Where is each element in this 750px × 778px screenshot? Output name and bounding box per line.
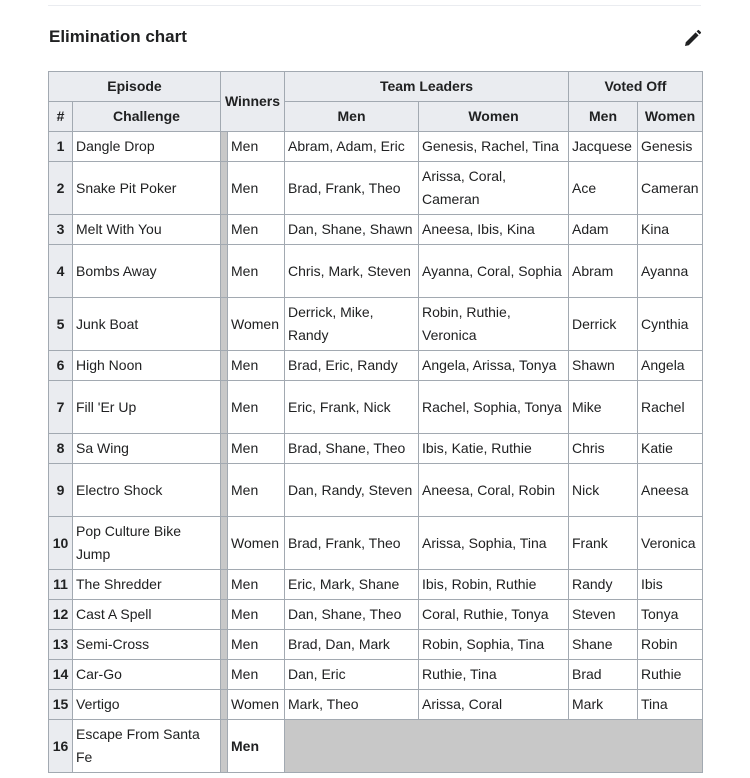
header-num: # bbox=[49, 102, 73, 132]
voted-women-cell: Angela bbox=[638, 351, 703, 381]
winners-cell: Men bbox=[228, 245, 285, 298]
voted-women-cell: Rachel bbox=[638, 381, 703, 434]
challenge-cell: Melt With You bbox=[73, 215, 221, 245]
table-row bbox=[49, 517, 703, 570]
voted-women-cell: Veronica bbox=[638, 517, 703, 570]
elimination-table bbox=[48, 71, 703, 773]
voted-men-cell: Brad bbox=[569, 660, 638, 690]
challenge-cell: Cast A Spell bbox=[73, 600, 221, 630]
episode-number: 12 bbox=[49, 600, 73, 630]
winners-cell: Men bbox=[228, 132, 285, 162]
episode-number: 8 bbox=[49, 434, 73, 464]
header-voted-women: Women bbox=[638, 102, 703, 132]
leaders-men-cell: Derrick, Mike, Randy bbox=[285, 298, 419, 351]
winners-cell: Men bbox=[228, 630, 285, 660]
leaders-men-cell: Dan, Eric bbox=[285, 660, 419, 690]
challenge-cell: Semi-Cross bbox=[73, 630, 221, 660]
challenge-cell: The Shredder bbox=[73, 570, 221, 600]
episode-number: 7 bbox=[49, 381, 73, 434]
winners-cell: Men bbox=[228, 215, 285, 245]
voted-men-cell: Frank bbox=[569, 517, 638, 570]
voted-women-cell: Kina bbox=[638, 215, 703, 245]
winners-cell: Men bbox=[228, 720, 285, 773]
voted-men-cell: Abram bbox=[569, 245, 638, 298]
leaders-women-cell: Ibis, Robin, Ruthie bbox=[419, 570, 569, 600]
gap-cell bbox=[221, 162, 228, 215]
header-leaders-men: Men bbox=[285, 102, 419, 132]
episode-number: 5 bbox=[49, 298, 73, 351]
voted-men-cell: Adam bbox=[569, 215, 638, 245]
challenge-cell: High Noon bbox=[73, 351, 221, 381]
voted-women-cell: Genesis bbox=[638, 132, 703, 162]
voted-men-cell: Mark bbox=[569, 690, 638, 720]
episode-number: 14 bbox=[49, 660, 73, 690]
gap-cell bbox=[221, 434, 228, 464]
winners-cell: Men bbox=[228, 434, 285, 464]
winners-cell: Men bbox=[228, 381, 285, 434]
voted-women-cell: Tina bbox=[638, 690, 703, 720]
header-episode: Episode bbox=[49, 72, 221, 102]
winners-cell: Men bbox=[228, 660, 285, 690]
leaders-men-cell: Brad, Eric, Randy bbox=[285, 351, 419, 381]
empty-gray-cell bbox=[285, 720, 703, 773]
episode-number: 1 bbox=[49, 132, 73, 162]
leaders-men-cell: Eric, Mark, Shane bbox=[285, 570, 419, 600]
leaders-men-cell: Dan, Shane, Theo bbox=[285, 600, 419, 630]
leaders-women-cell: Arissa, Coral bbox=[419, 690, 569, 720]
table-row bbox=[49, 600, 703, 630]
header-challenge: Challenge bbox=[73, 102, 221, 132]
winners-cell: Men bbox=[228, 600, 285, 630]
challenge-cell: Snake Pit Poker bbox=[73, 162, 221, 215]
table-row-final bbox=[49, 720, 703, 773]
voted-men-cell: Jacquese bbox=[569, 132, 638, 162]
episode-number: 3 bbox=[49, 215, 73, 245]
voted-women-cell: Cameran bbox=[638, 162, 703, 215]
leaders-men-cell: Brad, Dan, Mark bbox=[285, 630, 419, 660]
voted-men-cell: Shawn bbox=[569, 351, 638, 381]
leaders-men-cell: Mark, Theo bbox=[285, 690, 419, 720]
leaders-men-cell: Brad, Shane, Theo bbox=[285, 434, 419, 464]
episode-number: 2 bbox=[49, 162, 73, 215]
gap-cell bbox=[221, 381, 228, 434]
table-row bbox=[49, 351, 703, 381]
gap-cell bbox=[221, 690, 228, 720]
gap-cell bbox=[221, 570, 228, 600]
voted-women-cell: Ayanna bbox=[638, 245, 703, 298]
leaders-men-cell: Brad, Frank, Theo bbox=[285, 162, 419, 215]
gap-cell bbox=[221, 215, 228, 245]
leaders-women-cell: Angela, Arissa, Tonya bbox=[419, 351, 569, 381]
leaders-women-cell: Ruthie, Tina bbox=[419, 660, 569, 690]
leaders-women-cell: Aneesa, Ibis, Kina bbox=[419, 215, 569, 245]
leaders-women-cell: Rachel, Sophia, Tonya bbox=[419, 381, 569, 434]
leaders-women-cell: Ayanna, Coral, Sophia bbox=[419, 245, 569, 298]
leaders-men-cell: Dan, Randy, Steven bbox=[285, 464, 419, 517]
gap-cell bbox=[221, 720, 228, 773]
voted-women-cell: Ibis bbox=[638, 570, 703, 600]
winners-cell: Men bbox=[228, 464, 285, 517]
episode-number: 10 bbox=[49, 517, 73, 570]
header-voted-men: Men bbox=[569, 102, 638, 132]
gap-cell bbox=[221, 245, 228, 298]
voted-men-cell: Chris bbox=[569, 434, 638, 464]
header-winners: Winners bbox=[221, 72, 285, 132]
challenge-cell: Dangle Drop bbox=[73, 132, 221, 162]
voted-men-cell: Randy bbox=[569, 570, 638, 600]
table-row bbox=[49, 162, 703, 215]
table-row bbox=[49, 132, 703, 162]
header-team-leaders: Team Leaders bbox=[285, 72, 569, 102]
winners-cell: Women bbox=[228, 298, 285, 351]
table-row bbox=[49, 570, 703, 600]
leaders-men-cell: Abram, Adam, Eric bbox=[285, 132, 419, 162]
gap-cell bbox=[221, 600, 228, 630]
voted-women-cell: Aneesa bbox=[638, 464, 703, 517]
leaders-women-cell: Robin, Ruthie, Veronica bbox=[419, 298, 569, 351]
gap-cell bbox=[221, 464, 228, 517]
voted-women-cell: Ruthie bbox=[638, 660, 703, 690]
voted-men-cell: Shane bbox=[569, 630, 638, 660]
challenge-cell: Vertigo bbox=[73, 690, 221, 720]
table-row bbox=[49, 660, 703, 690]
voted-women-cell: Cynthia bbox=[638, 298, 703, 351]
voted-men-cell: Nick bbox=[569, 464, 638, 517]
voted-women-cell: Robin bbox=[638, 630, 703, 660]
challenge-cell: Escape From Santa Fe bbox=[73, 720, 221, 773]
table-row bbox=[49, 298, 703, 351]
voted-women-cell: Katie bbox=[638, 434, 703, 464]
challenge-cell: Sa Wing bbox=[73, 434, 221, 464]
voted-men-cell: Steven bbox=[569, 600, 638, 630]
gap-cell bbox=[221, 351, 228, 381]
leaders-men-cell: Dan, Shane, Shawn bbox=[285, 215, 419, 245]
gap-cell bbox=[221, 517, 228, 570]
table-row bbox=[49, 215, 703, 245]
table-row bbox=[49, 464, 703, 517]
leaders-men-cell: Brad, Frank, Theo bbox=[285, 517, 419, 570]
episode-number: 16 bbox=[49, 720, 73, 773]
winners-cell: Men bbox=[228, 162, 285, 215]
episode-number: 4 bbox=[49, 245, 73, 298]
voted-men-cell: Mike bbox=[569, 381, 638, 434]
challenge-cell: Bombs Away bbox=[73, 245, 221, 298]
table-row bbox=[49, 690, 703, 720]
voted-men-cell: Derrick bbox=[569, 298, 638, 351]
leaders-women-cell: Arissa, Coral, Cameran bbox=[419, 162, 569, 215]
table-row bbox=[49, 630, 703, 660]
challenge-cell: Car-Go bbox=[73, 660, 221, 690]
episode-number: 13 bbox=[49, 630, 73, 660]
challenge-cell: Pop Culture Bike Jump bbox=[73, 517, 221, 570]
table-row bbox=[49, 434, 703, 464]
table-row bbox=[49, 245, 703, 298]
pencil-icon[interactable] bbox=[680, 27, 704, 51]
leaders-women-cell: Arissa, Sophia, Tina bbox=[419, 517, 569, 570]
gap-cell bbox=[221, 630, 228, 660]
winners-cell: Men bbox=[228, 351, 285, 381]
voted-men-cell: Ace bbox=[569, 162, 638, 215]
episode-number: 9 bbox=[49, 464, 73, 517]
winners-cell: Women bbox=[228, 517, 285, 570]
header-row-sub bbox=[49, 102, 703, 132]
leaders-women-cell: Ibis, Katie, Ruthie bbox=[419, 434, 569, 464]
leaders-women-cell: Genesis, Rachel, Tina bbox=[419, 132, 569, 162]
challenge-cell: Electro Shock bbox=[73, 464, 221, 517]
table-row bbox=[49, 381, 703, 434]
episode-number: 6 bbox=[49, 351, 73, 381]
episode-number: 15 bbox=[49, 690, 73, 720]
gap-cell bbox=[221, 298, 228, 351]
header-leaders-women: Women bbox=[419, 102, 569, 132]
leaders-men-cell: Eric, Frank, Nick bbox=[285, 381, 419, 434]
winners-cell: Men bbox=[228, 570, 285, 600]
section-divider bbox=[48, 5, 701, 6]
challenge-cell: Fill 'Er Up bbox=[73, 381, 221, 434]
challenge-cell: Junk Boat bbox=[73, 298, 221, 351]
leaders-women-cell: Robin, Sophia, Tina bbox=[419, 630, 569, 660]
gap-cell bbox=[221, 660, 228, 690]
leaders-women-cell: Aneesa, Coral, Robin bbox=[419, 464, 569, 517]
winners-cell: Women bbox=[228, 690, 285, 720]
voted-women-cell: Tonya bbox=[638, 600, 703, 630]
header-voted-off: Voted Off bbox=[569, 72, 703, 102]
leaders-women-cell: Coral, Ruthie, Tonya bbox=[419, 600, 569, 630]
leaders-men-cell: Chris, Mark, Steven bbox=[285, 245, 419, 298]
section-title: Elimination chart bbox=[49, 27, 187, 46]
episode-number: 11 bbox=[49, 570, 73, 600]
header-row-top bbox=[49, 72, 703, 102]
gap-cell bbox=[221, 132, 228, 162]
